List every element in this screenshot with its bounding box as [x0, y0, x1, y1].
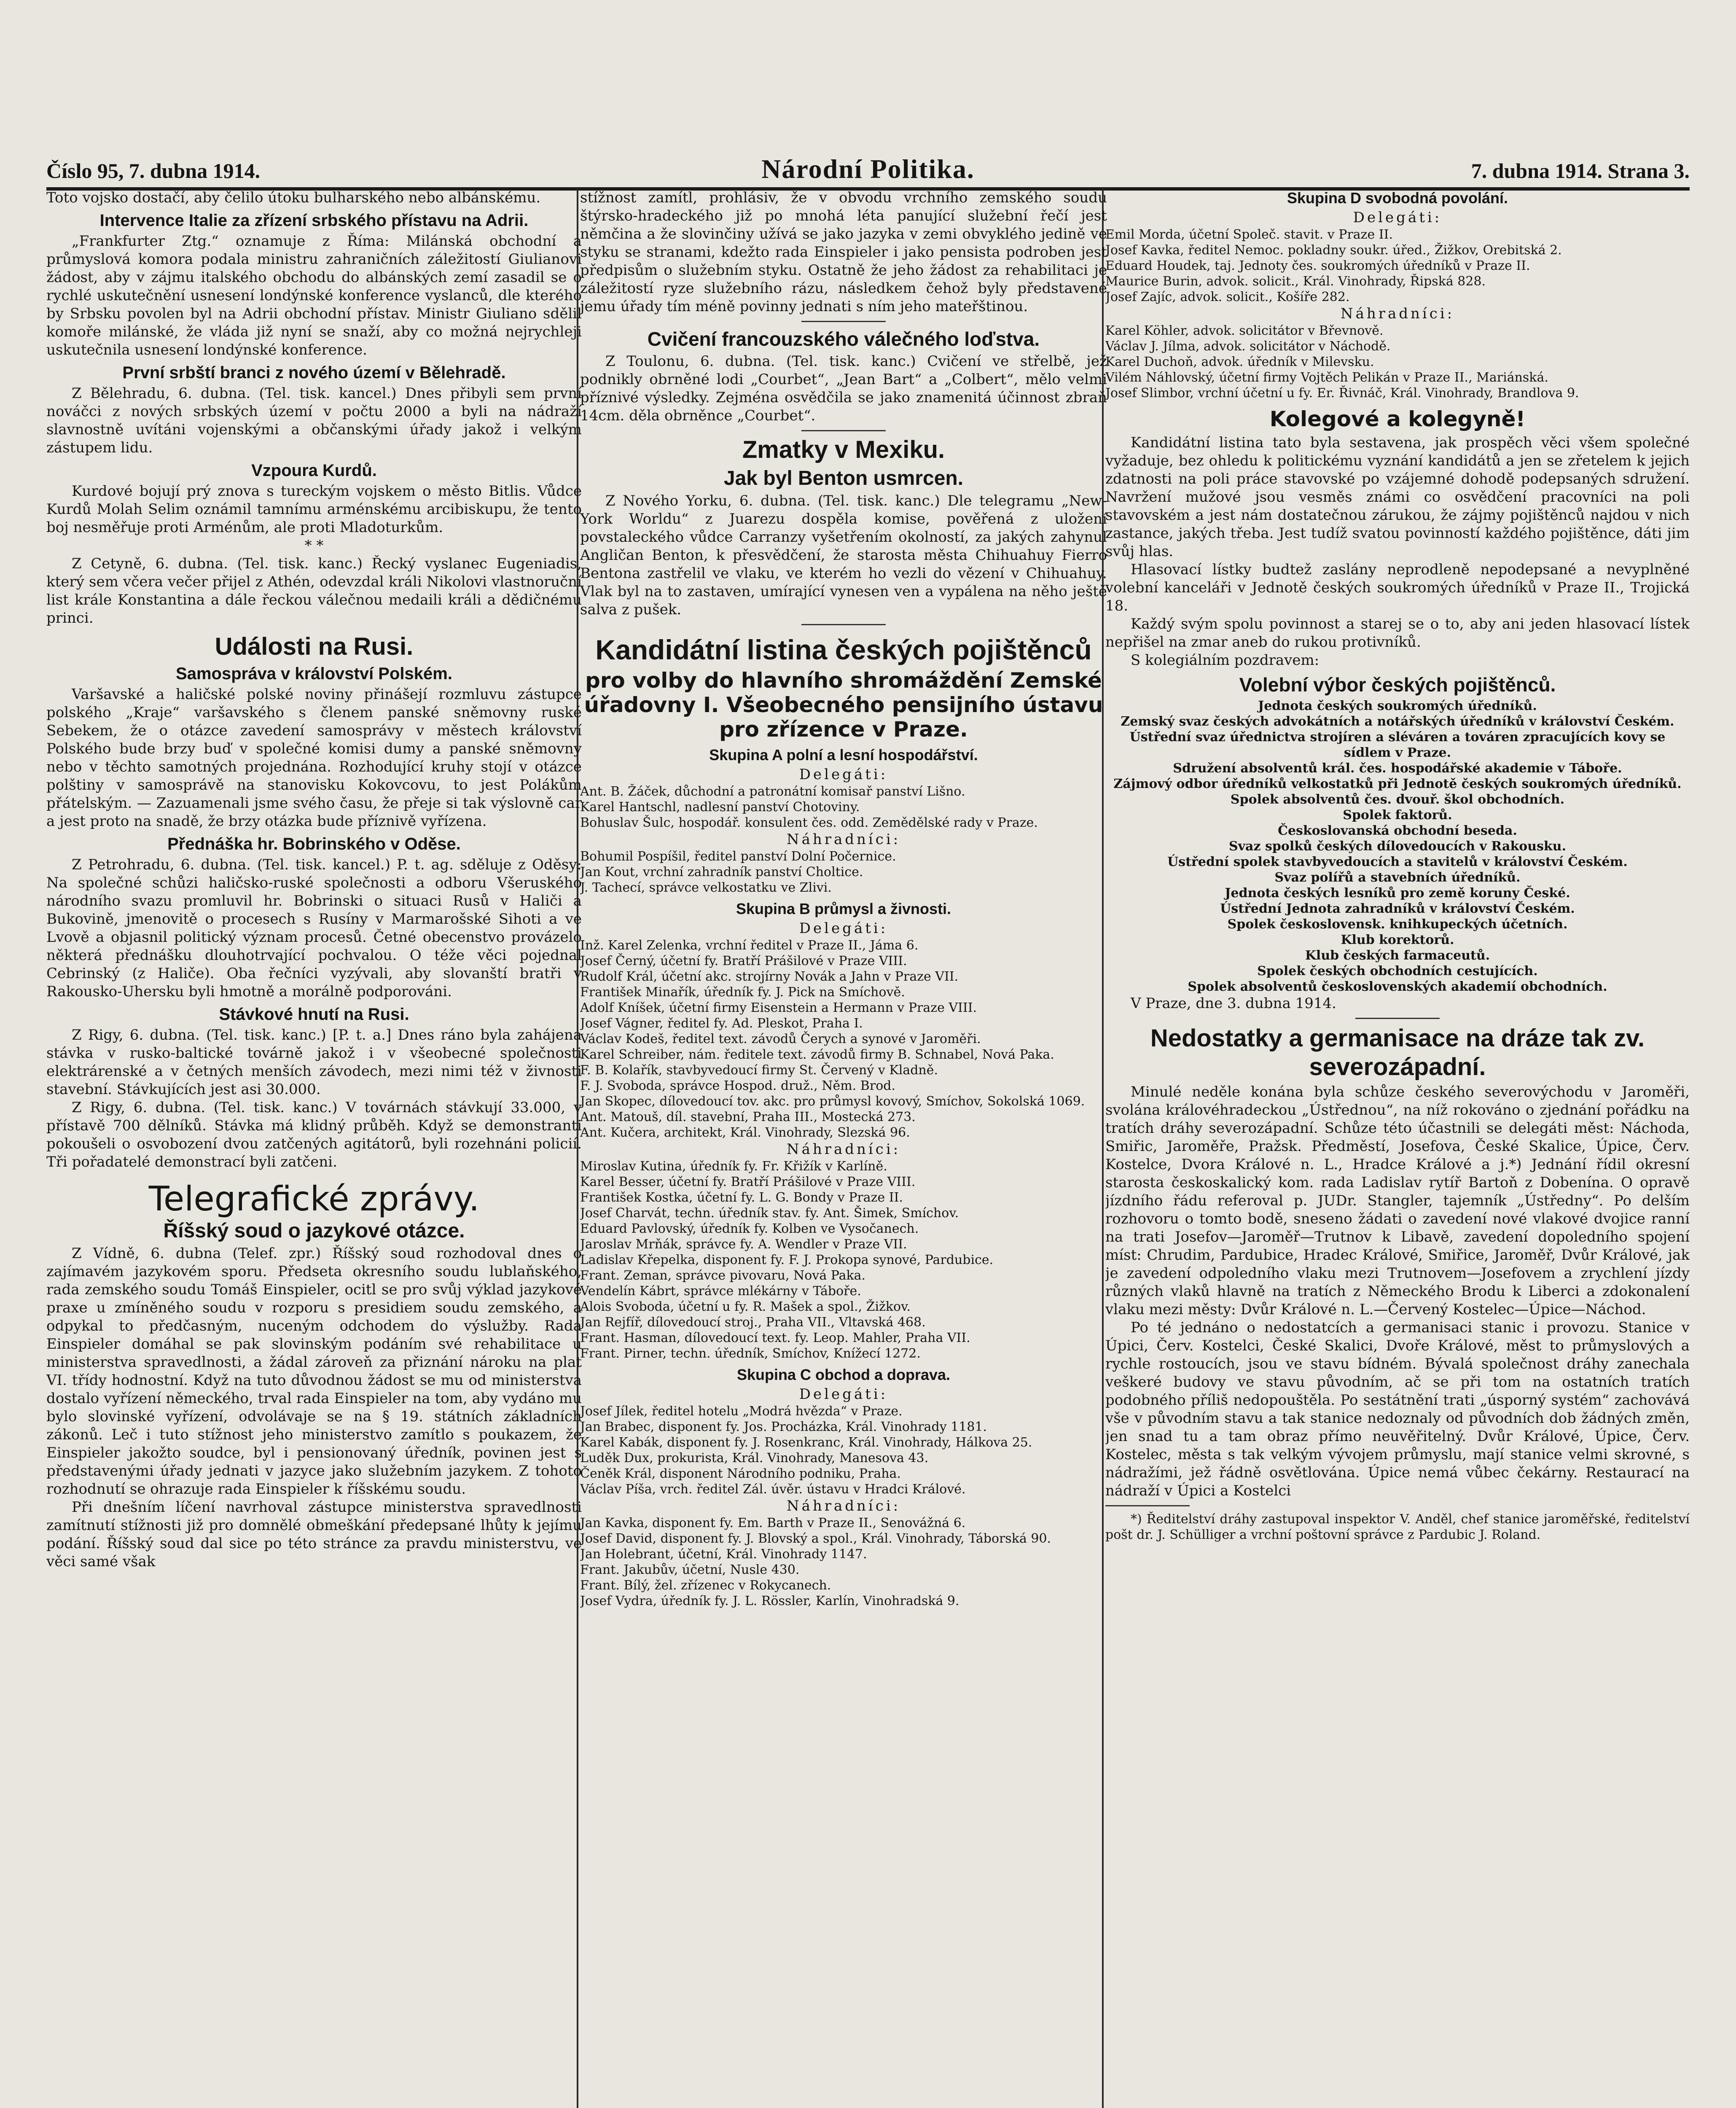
article-text: Z Rigy, 6. dubna. (Tel. tisk. kanc.) [P. t. a.] Dnes ráno byla zahájena stávka v rusko-baltické továrně jakož i v všeobecné společnosti elektrárenské a v četných menších závodech, mezi nimi též v živnosti stavební. Stávkujících jest asi 30.000.: [46, 1027, 582, 1098]
list-item: Frant. Zeman, správce pivovaru, Nová Paka.: [580, 1268, 866, 1283]
list: [580, 1404, 1107, 1497]
article-text: Z Rigy, 6. dubna. (Tel. tisk. kanc.) V továrnách stávkují 33.000, v přístavě 700 dělníků. Stávka má klidný průběh. Když se demonstranti pokoušeli o osvobození dvou zatčených agitátorů, byli rozehnáni policií. Tři pořadatelé demonstrací byli zatčeni.: [46, 1099, 582, 1170]
article-text: Varšavské a haličské polské noviny přinášejí rozmluvu zástupce polského „Kraje“ varšavského s členem panské sněmovny ruské Sebekem, že o otázce zavedení samosprávy v městech království Polského bude brzy buď v společné komisi dumy a panské sněmovny nebo v těchto samotných projednána. Rozhodující kruhy stojí v otázce polštiny v samosprávě na stanovisku Kokovcovu, to jest Polákům přátelským. — Zazuamenali jsme svého času, že přeje si tak výslovně car a jest proto na snadě, že brzy otázka bude příznivě vyřízena.: [46, 686, 582, 830]
list-item: Karel Hantschl, nadlesní panství Chotoviny.: [580, 800, 860, 815]
list-item: J. Tachecí, správce velkostatku ve Zlivi.: [580, 880, 832, 895]
list-item: Jan Holebrant, účetní, Král. Vinohrady 1147.: [580, 1547, 867, 1562]
association-item: Svaz polířů a stavebních úředníků.: [1274, 870, 1521, 885]
list-item: Karel Köhler, advok. solicitátor v Břevnově.: [1105, 323, 1384, 338]
article-text: Po té jednáno o nedostatcích a germanisaci stanic i provozu. Stanice v Úpici, Červ. Kostelci, České Skalici, Dvoře Králové, měst to průmyslových a rychle rostoucích, jsou ve stavu bídném. Bývalá společnost dráhy zanechala veškeré budovy ve stavu původním, ač se při tom na ostatních tratích podobného příliš nedopouštěla. Po sestátnění trati „úsporný systém“ zachovává vše v původním stavu a tak stanice nedoznaly od původních dob žádných změn, jen snad tu a tam obraz přímo neuvěřitelný. Dvůr Králové, Úpice, Červ. Kostelec, města s tak velkým vývojem průmyslu, mají stanice velmi skrovné, s nádražími, jež řádně osvětlována. Úpice nemá vůbec čekárny. Restaurací na nádraží v Úpici a Kostelci: [1105, 1319, 1690, 1499]
list-item: Vilém Náhlovský, účetní firmy Vojtěch Pelikán v Praze II., Mariánská.: [1105, 370, 1548, 385]
subheadline: pro volby do hlavního shromáždění Zemské úřadovny I. Všeobecného pensijního ústavu pro zřízence v Praze.: [584, 668, 1103, 742]
list-item: Josef David, disponent fy. J. Blovský a spol., Král. Vinohrady, Táborská 90.: [580, 1531, 1051, 1546]
list-label: Náhradníci:: [786, 831, 901, 848]
list-item: Eduard Houdek, taj. Jednoty čes. soukromých úředníků v Praze II.: [1105, 258, 1530, 273]
footnote: *) Ředitelství dráhy zastupoval inspektor V. Anděl, chef stanice jaroměřské, ředitelství pošt dr. J. Schülliger a vrchní poštovní správce z Pardubic J. Roland.: [1105, 1512, 1690, 1542]
list: [1105, 227, 1690, 305]
headline: Intervence Italie za zřízení srbského přístavu na Adrii.: [99, 211, 529, 230]
list-item: Adolf Kníšek, účetní firmy Eisenstein a Hermann v Praze VIII.: [580, 1000, 977, 1015]
divider: [801, 430, 886, 431]
list-item: F. J. Svoboda, správce Hospod. druž., Něm. Brod.: [580, 1078, 895, 1093]
article-text: Každý svým spolu povinnost a starej se o to, aby ani jeden hlasovací lístek nepřišel na zmar aneb do rukou protivníků.: [1105, 616, 1690, 651]
list: [580, 784, 1107, 831]
association-item: Spolek českých obchodních cestujících.: [1257, 964, 1538, 979]
association-item: Spolek absolventů československých akademií obchodních.: [1188, 979, 1607, 994]
article-text: Z Bělehradu, 6. dubna. (Tel. tisk. kancel.) Dnes přibyli sem první nováčci z nových srbských území v počtu 2000 a byli na nádraží slavnostně uvítáni vojenskými a občanskými úřady jakož i velkým zástupem lidu.: [46, 385, 582, 456]
column-1: [46, 189, 582, 2108]
list-item: Josef Vydra, úředník fy. J. L. Rössler, Karlín, Vinohradská 9.: [580, 1594, 959, 1608]
list: [580, 849, 1107, 895]
association-item: Ústřední Jednota zahradníků v království Českém.: [1220, 901, 1575, 916]
list: [580, 938, 1107, 1140]
article-text: Při dnešním líčení navrhoval zástupce ministerstva spravedlnosti zamítnutí stížnosti již pro domnělé obmeškání předepsané lhůty k jejímu podání. Říšský soud dal sice po této stránce za pravdu ministerstvu, ve věci samé však: [46, 1499, 582, 1570]
headline: Zmatky v Mexiku.: [742, 436, 945, 463]
list-item: Alois Svoboda, účetní u fy. R. Mašek a spol., Žižkov.: [580, 1299, 911, 1314]
subheadline: Jak byl Benton usmrcen.: [723, 467, 964, 489]
association-item: Klub korektorů.: [1341, 933, 1454, 947]
list-item: Karel Schreiber, nám. ředitele text. závodů firmy B. Schnabel, Nová Paka.: [580, 1047, 1054, 1062]
list-item: Karel Kabák, disponent fy. J. Rosenkranc, Král. Vinohrady, Hálkova 25.: [580, 1435, 1032, 1450]
column-3: [1105, 189, 1690, 2108]
headline: Vzpoura Kurdů.: [251, 461, 377, 480]
section-headline: Telegrafické zprávy.: [148, 1179, 480, 1218]
list-label: Náhradníci:: [786, 1498, 901, 1514]
article-text: Z Toulonu, 6. dubna. (Tel. tisk. kanc.) Cvičení ve střelbě, jež podnikly obrněné lodi „Courbet“, „Jean Bart“ a „Colbert“, mělo velmi příznivé výsledky. Zejména osvědčila se jako znamenitá účinnost zbraň 14cm. děla obrněnce „Courbet“.: [580, 353, 1107, 424]
headline: Cvičení francouzského válečného loďstva.: [647, 328, 1040, 350]
list-item: Jan Kavka, disponent fy. Em. Barth v Praze II., Senovážná 6.: [580, 1516, 966, 1530]
article-text: Z Cetyně, 6. dubna. (Tel. tisk. kanc.) Řecký vyslanec Eugeniadis, který sem včera večer přijel z Athén, odevzdal králi Nikolovi vlastnoruční list krále Konstantina a dále řeckou válečnou medaili králi a dědičnému princi.: [46, 555, 582, 626]
article-text: Z Nového Yorku, 6. dubna. (Tel. tisk. kanc.) Dle telegramu „New-York Worldu“ z Juarezu dospěla komise, pověřená z uložení povstaleckého vůdce Carranzy vyšetřením okolností, za jakých zahynul Angličan Benton, k přesvědčení, že starosta města Chihuahuy Fierro Bentona zastřelil ve vlaku, ve kterém ho vezli do vězení v Chihuahuy. Vlak byl na to zastaven, umírající vynesen ven a vypálena na něho ještě salva z pušek.: [580, 492, 1107, 618]
list-item: Josef Zajíc, advok. solicit., Košíře 282.: [1105, 290, 1350, 304]
list-item: Josef Charvát, techn. úředník stav. fy. Ant. Šimek, Smíchov.: [580, 1206, 959, 1221]
list-label: Delegáti:: [799, 766, 888, 783]
divider: [1105, 1505, 1190, 1506]
list-item: F. B. Kolařík, stavbyvedoucí firmy St. Červený v Kladně.: [580, 1063, 938, 1078]
association-item: Zemský svaz českých advokátních a notářských úředníků v království Českém.: [1121, 714, 1674, 729]
list-label: Náhradníci:: [786, 1141, 901, 1158]
group-heading: Skupina C obchod a doprava.: [736, 1366, 951, 1383]
list-item: Josef Jílek, ředitel hotelu „Modrá hvězda“ v Praze.: [580, 1404, 903, 1419]
divider: [801, 624, 886, 625]
newspaper-title: Národní Politika.: [761, 154, 975, 184]
article-text: Hlasovací lístky budtež zaslány neprodleně nepodepsané a nevyplněné volební kanceláři v Jednotě českých soukromých úředníků v Praze II., Trojická 18.: [1105, 561, 1690, 614]
list-item: Václav J. Jílma, advok. solicitátor v Náchodě.: [1105, 339, 1391, 354]
article-text: Kurdové bojují prý znova s tureckým vojskem o město Bitlis. Vůdce Kurdů Molah Selim oznámil tamnímu arménskému arcibiskupu, že tento boj nesměřuje proti Arménům, ale proti Mladoturkům.: [46, 483, 582, 536]
list-item: Jan Kout, vrchní zahradník panství Choltice.: [580, 865, 863, 879]
list-item: Jan Skopec, dílovedoucí tov. akc. pro průmysl kovový, Smíchov, Sokolská 1069.: [580, 1094, 1085, 1109]
date-page: 7. dubna 1914. Strana 3.: [1471, 159, 1690, 183]
headline: Stávkové hnutí na Rusi.: [219, 1005, 409, 1024]
list-item: Vendelín Kábrt, správce mlékárny v Táboře.: [580, 1284, 861, 1299]
masthead: [46, 152, 1690, 191]
list: [1105, 323, 1690, 401]
list-item: Václav Píša, vrch. ředitel Zál. úvěr. ústavu v Hradci Králové.: [580, 1482, 966, 1497]
list: [580, 1515, 1107, 1609]
list-item: Frant. Hasman, dílovedoucí text. fy. Leop. Mahler, Praha VII.: [580, 1331, 970, 1345]
headline: Kolegové a kolegyně!: [1269, 407, 1526, 431]
association-item: Sdružení absolventů král. čes. hospodářské akademie v Táboře.: [1173, 761, 1622, 776]
headline: Říšský soud o jazykové otázce.: [163, 1220, 465, 1242]
list-item: Frant. Bílý, žel. zřízenec v Rokycanech.: [580, 1578, 831, 1593]
list-item: Josef Slimbor, vrchní účetní u fy. Er. Řivnáč, Král. Vinohrady, Brandlova 9.: [1105, 386, 1579, 401]
list-item: Eduard Pavlovský, úředník fy. Kolben ve Vysočanech.: [580, 1221, 919, 1236]
list-item: Jan Brabec, disponent fy. Jos. Procházka, Král. Vinohrady 1181.: [580, 1420, 987, 1434]
group-heading: Skupina A polní a lesní hospodářství.: [709, 746, 978, 764]
article-text: S kolegiálním pozdravem:: [1131, 652, 1319, 669]
list-item: Jaroslav Mrňák, správce fy. A. Wendler v Praze VII.: [580, 1237, 907, 1252]
association-item: Jednota českých lesníků pro země koruny České.: [1225, 886, 1570, 901]
list-item: Bohuslav Šulc, hospodář. konsulent čes. odd. Zemědělské rady v Praze.: [580, 815, 1038, 830]
list-label: Delegáti:: [799, 920, 888, 937]
article-text: Kandidátní listina tato byla sestavena, jak prospěch věci všem společné vyžaduje, bez ohledu k politickému vyznání kandidátů a jen se zřetelem k jejich zdatnosti na poli práce stavovské po vzájemné dohodě podepsaných sdružení. Navržení mužové jsou vesměs známi co osvědčení pracovníci na poli stavovském a jest nám dostatečnou zárukou, že zájmy pojištěnců najdou v nich zastance, jakých třeba. Jest tudíž svatou povinností každého pojištěnce, dáti jim svůj hlas.: [1105, 434, 1690, 560]
list-item: Josef Vágner, ředitel fy. Ad. Pleskot, Praha I.: [580, 1016, 863, 1031]
association-item: Ústřední svaz úřednictva strojíren a sléváren a továren zpracujících kovy se sídlem v Praze.: [1129, 730, 1666, 760]
association-item: Jednota českých soukromých úředníků.: [1258, 699, 1537, 713]
association-item: Klub českých farmaceutů.: [1305, 948, 1490, 963]
list-item: Inž. Karel Zelenka, vrchní ředitel v Praze II., Jáma 6.: [580, 938, 919, 953]
article-text: „Frankfurter Ztg.“ oznamuje z Říma: Milánská obchodní a průmyslová komora podala ministru zahraničních záležitostí Giulianovi žádost, aby v zájmu italského obchodu do albánských zemí zasadil se o rychlé uskutečnění usnesení londýnské konference vyslanců, dle kterého by Srbsku povolen byl na Adrii obchodní přístav. Ministr Giuliano sdělil komoře milánské, že vláda již nyní se snaží, aby co možná nejrychleji uskutečnila usnesení londýnské konference.: [46, 233, 582, 358]
list-item: Josef Černý, účetní fy. Bratří Prášilové v Praze VIII.: [580, 954, 907, 968]
list-item: Emil Morda, účetní Společ. stavit. v Praze II.: [1105, 227, 1393, 242]
column-2: [580, 189, 1107, 2108]
association-item: Zájmový odbor úředníků velkostatků při Jednotě českých soukromých úředníků.: [1113, 777, 1682, 791]
list-item: Ant. B. Žáček, důchodní a patronátní komisař panství Lišno.: [580, 784, 965, 799]
list-item: Ladislav Křepelka, disponent fy. F. J. Prokopa synové, Pardubice.: [580, 1253, 994, 1267]
article-text: Z Vídně, 6. dubna (Telef. zpr.) Říšský soud rozhodoval dnes o zajímavém jazykovém sporu. Předseta okresního soudu lublaňského, rada zemského soudu Tomáš Einspieler, ocitl se pro svůj výklad jazykové praxe u zmíněného soudu v rozporu s presidiem soudu zemského, a odpykal to předčasným, nuceným odchodem do výslužby. Rada Einspieler domáhal se pak slovinským podáním své rehabilitace u ministerstva spravedlnosti, a žádal zároveň za přiznání nároku na plat VI. třídy hodnostní. Když na tuto důvodnou žádost se mu od ministerstva dostalo vyřízení německého, trval rada Einspieler na tom, aby vydáno mu bylo slovinské vyřízení, odvolávaje se na § 19. státních základních zákonů. Leč i tuto stížnost jeho ministerstvo zamítlo s poukazem, že Einspieler jakožto soudce, byl i pensionovaný úředník, povinen jest s představenými úřady jednati v jazyce jako služebním jazykem. Z tohoto rozhodnutí se ohrazuje rada Einspieler k říšskému soudu.: [46, 1245, 582, 1498]
association-list: [1105, 698, 1690, 995]
headline: Samospráva v království Polském.: [176, 664, 452, 683]
section-headline: Události na Rusi.: [215, 633, 414, 660]
association-item: Spolek československ. knihkupeckých účetních.: [1227, 917, 1568, 932]
list-item: František Kostka, účetní fy. L. G. Bondy v Praze II.: [580, 1190, 903, 1205]
list-item: Karel Besser, účetní fy. Bratří Prášilové v Praze VIII.: [580, 1175, 916, 1189]
association-item: Svaz spolků českých dílovedoucích v Rakousku.: [1228, 839, 1567, 854]
list-item: Bohumil Pospíšil, ředitel panství Dolní Počernice.: [580, 849, 896, 864]
divider: [1355, 1018, 1440, 1019]
list-item: Luděk Dux, prokurista, Král. Vinohrady, Manesova 43.: [580, 1451, 929, 1465]
separator-stars: * *: [304, 537, 324, 554]
list-item: Frant. Pirner, techn. úředník, Smíchov, Knížecí 1272.: [580, 1346, 921, 1361]
list-label: Delegáti:: [799, 1386, 888, 1403]
list-item: Miroslav Kutina, úředník fy. Fr. Křižík v Karlíně.: [580, 1159, 887, 1174]
article-text: stížnost zamítl, prohlásiv, že v obvodu vrchního zemského soudu štýrsko-hradeckého již po mnohá léta panující služební řečí jest němčina a že slovinčiny užívá se jako jazyka v zemi obvyklého jedině ve styku se stranami, kdežto rada Einspieler i jako pensista podroben jest předpisům o služebním styku. Ostatně že jeho žádost za rehabilitaci je záležitostí ryze služebního rázu, následkem čehož byly představené jemu úřady tím méně povinny jednati s ním jeho mateřštinou.: [580, 189, 1107, 315]
association-item: Ústřední spolek stavbyvedoucích a stavitelů v království Českém.: [1167, 855, 1628, 869]
list-item: Jan Rejfíř, dílovedoucí stroj., Praha VII., Vltavská 468.: [580, 1315, 926, 1330]
list-item: Ant. Matouš, díl. stavební, Praha III., Mostecká 273.: [580, 1110, 916, 1124]
list-item: Rudolf Král, účetní akc. strojírny Novák a Jahn v Praze VII.: [580, 969, 959, 984]
list-item: Karel Duchoň, advok. úředník v Milevsku.: [1105, 355, 1374, 369]
list-label: Náhradníci:: [1340, 305, 1455, 322]
association-item: Spolek absolventů čes. dvouř. škol obchodních.: [1230, 792, 1565, 807]
signature-heading: Volební výbor českých pojištěnců.: [1239, 674, 1556, 696]
list-item: Čeněk Král, disponent Národního podniku, Praha.: [580, 1466, 901, 1481]
article-text: Toto vojsko dostačí, aby čelilo útoku bulharského nebo albánskému.: [46, 189, 541, 206]
article-text: Minulé neděle konána byla schůze českého severovýchodu v Jaroměři, svolána královéhradeckou „Ústřednou“, na níž rokováno o zjednání pořádku na tratích dráhy severozápadní. Schůze této účastnili se delegáti měst: Náchoda, Smiřic, Jaroměře, Pražsk. Předměstí, Josefova, České Skalice, Úpice, Červ. Kostelce, Dvora Králové n. L., Hradce Králové a j.*) Jednání řídil okresní starosta českoskalický kom. rada Ladislav rytíř Bartoň z Dobenína. O opravě jízdního řádu referoval p. JUDr. Stangler, tajemník „Ústředny“. Po delším rozhovoru o tomto bodě, sneseno žádati o zavedení nové vlakové dvojice ranní na trati Josefov—Jaroměř—Trutnov k Libavě, zavedení dopoledního spojení míst: Chrudim, Pardubice, Hradec Králové, Smiřice, Jaroměř, Dvůr Králové, jak je zavedení odpoledního vlaku mezi Trutnovem—Josefovem a zrychlení jízdy různých vlaků hlavně na tratích z Německého Brodu k Liberci a zdokonalení vlaku mezi městy: Dvůr Králové n. L.—Červený Kostelec—Úpice—Náchod.: [1105, 1084, 1690, 1318]
association-item: Českoslovanská obchodní beseda.: [1278, 823, 1517, 838]
headline: Přednáška hr. Bobrinského v Oděse.: [167, 835, 461, 853]
list-item: Frant. Jakubův, účetní, Nusle 430.: [580, 1562, 800, 1577]
list: [580, 1159, 1107, 1361]
headline: Kandidátní listina českých pojištěnců: [595, 634, 1092, 665]
association-item: Spolek faktorů.: [1343, 808, 1452, 823]
list-label: Delegáti:: [1353, 209, 1442, 226]
list-item: Ant. Kučera, architekt, Král. Vinohrady, Slezská 96.: [580, 1125, 910, 1140]
issue-number: Číslo 95, 7. dubna 1914.: [46, 159, 261, 183]
article-text: Z Petrohradu, 6. dubna. (Tel. tisk. kancel.) P. t. ag. sděluje z Oděsy: Na společné schůzi haličsko-ruské společnosti a odboru Všeruského národního svazu promluvil hr. Bobrinski o situaci Rusů v Haliči a Bukovině, jmenovitě o procesech s Rusíny v Marmarošské Sihoti a ve Lvově a objasnil politický význam procesů. Četné obecenstvo provázelo některá přednášku dlouhotrvající pochvalou. O téže věci pojednal Cebrinský (z Haliče). Oba řečníci vyzývali, aby slovanští bratři v Rakousko-Uhersku byli hmotně a morálně podporováni.: [46, 856, 582, 1000]
group-heading: Skupina D svobodná povolání.: [1287, 189, 1508, 207]
date-line: V Praze, dne 3. dubna 1914.: [1131, 995, 1336, 1012]
divider: [801, 321, 886, 322]
headline: První srbští branci z nového území v Bělehradě.: [122, 363, 506, 382]
list-item: Maurice Burin, advok. solicit., Král. Vinohrady, Řipská 828.: [1105, 274, 1486, 289]
headline: Nedostatky a germanisace na dráze tak zv. severozápadní.: [1150, 1024, 1645, 1081]
list-item: Václav Kodeš, ředitel text. závodů Čerych a synové v Jaroměři.: [580, 1032, 981, 1046]
list-item: František Minařík, úředník fy. J. Pick na Smíchově.: [580, 985, 905, 1000]
list-item: Josef Kavka, ředitel Nemoc. pokladny soukr. úřed., Žižkov, Orebitská 2.: [1105, 243, 1562, 258]
group-heading: Skupina B průmysl a živnosti.: [736, 900, 951, 917]
